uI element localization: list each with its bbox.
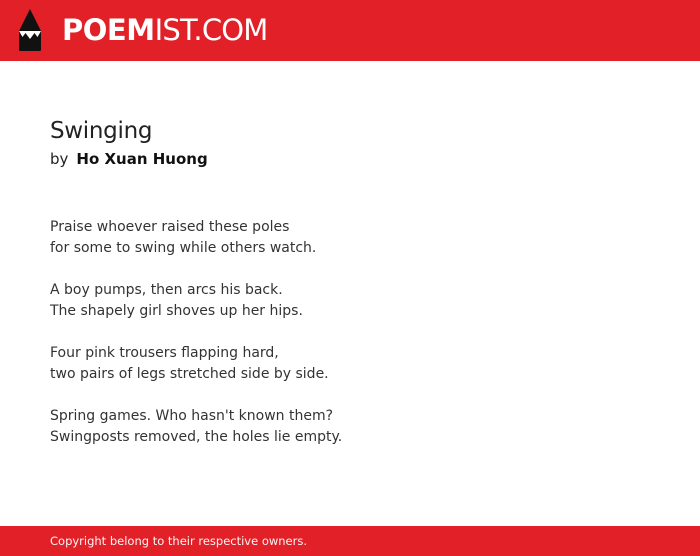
site-header (0, 0, 700, 61)
site-logo-link[interactable] (17, 8, 268, 52)
poem-body (50, 217, 650, 448)
poem-line: Swingposts removed, the holes lie empty. (50, 429, 343, 445)
poem-stanza (50, 280, 650, 322)
poem-line: for some to swing while others watch. (50, 240, 317, 256)
poem-title: Swinging (50, 118, 153, 144)
poem-line: Praise whoever raised these poles (50, 219, 290, 235)
poem-line: The shapely girl shoves up her hips. (50, 303, 303, 319)
poem-byline (50, 148, 650, 170)
logo-text-light: IST.COM (154, 12, 268, 47)
poem-stanza (50, 343, 650, 385)
copyright-text: Copyright belong to their respective owners. (50, 534, 308, 548)
poem-line: two pairs of legs stretched side by side. (50, 366, 329, 382)
poem-stanza (50, 217, 650, 259)
poem-stanza (50, 406, 650, 448)
poem-line: Four pink trousers flapping hard, (50, 345, 279, 361)
site-footer (0, 526, 700, 556)
poem-content (50, 116, 650, 448)
author-link[interactable]: Ho Xuan Huong (76, 150, 208, 168)
poem-line: A boy pumps, then arcs his back. (50, 282, 283, 298)
by-label: by (50, 150, 69, 168)
logo-text-bold: POEM (62, 12, 155, 47)
pencil-icon (17, 8, 43, 52)
poem-line: Spring games. Who hasn't known them? (50, 408, 334, 424)
logo-wordmark (62, 12, 268, 47)
